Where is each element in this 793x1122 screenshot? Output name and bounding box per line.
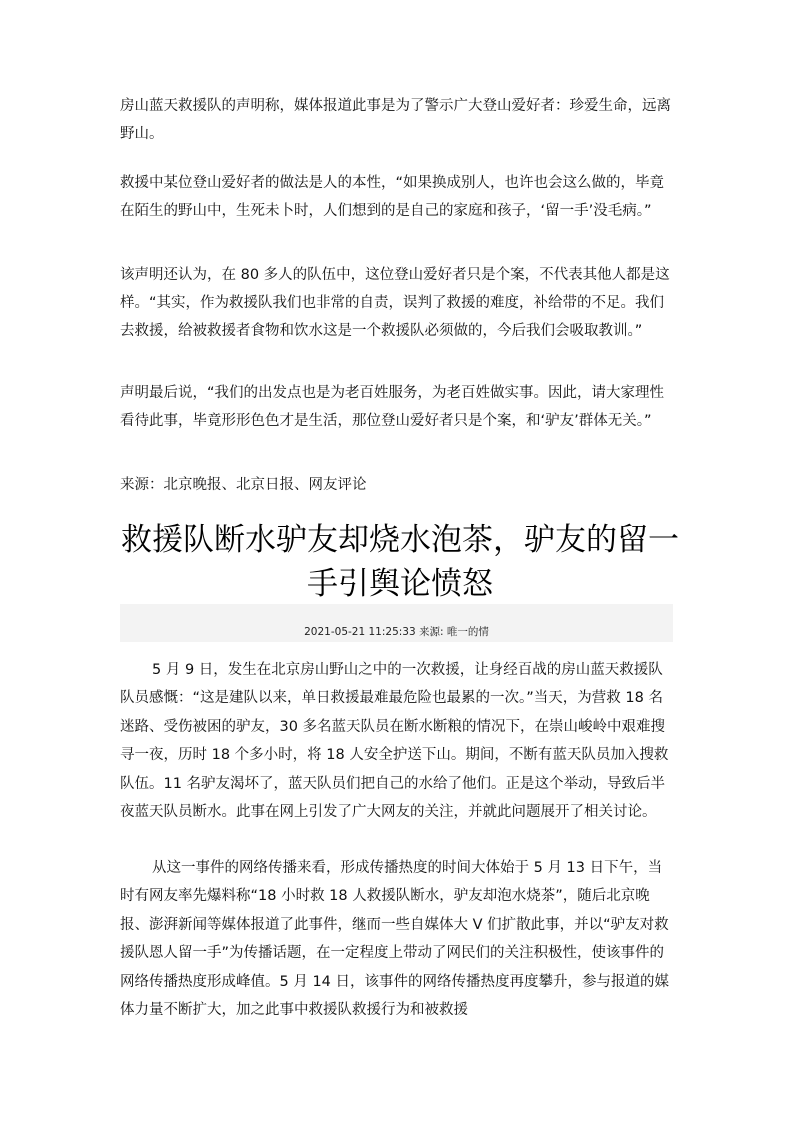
article-title: 救援队断水驴友却烧水泡茶，驴友的留一手引舆论愤怒	[121, 522, 679, 602]
article-paragraph-2: 从这一事件的网络传播来看，形成传播热度的时间大体始于 5 月 13 日下午，当时有网友率先爆料称“18 小时救 18 人救援队断水，驴友却泡水烧茶”，随后北京晚报、澎湃新闻等媒体报道了此事件，继而一些自媒体大 V 们扩散此事，并以“驴友对救援队恩人留一手”为传播话题，在一定程度上带动了网民们的关注积极性，使该事件的网络传播热度形成峰值。5 月 14 日，该事件的网络传播热度再度攀升，参与报道的媒体力量不断扩大，加之此事中救援队救援行为和被救援	[120, 860, 670, 1019]
intro-paragraph-2: 救援中某位登山爱好者的做法是人的本性，“如果换成别人，也许也会这么做的，毕竟在陌生的野山中，生死未卜时，人们想到的是自己的家庭和孩子，‘留一手’没毛病。”	[120, 175, 665, 219]
article-meta: 2021-05-21 11:25:33 来源: 唯一的情	[304, 626, 489, 638]
source-line: 来源：北京晚报、北京日报、网友评论	[120, 477, 367, 493]
article-paragraph-1: 5 月 9 日，发生在北京房山野山之中的一次救援，让身经百战的房山蓝天救援队队员感慨：“这是建队以来，单日救援最难最危险也最累的一次。”当天，为营救 18 名迷路、受伤被困的驴友，30 多名蓝天队员在断水断粮的情况下，在崇山峻岭中艰难搜寻一夜，历时 18 个多小时，将 18 人安全护送下山。期间，不断有蓝天队员加入搜救队伍。11 名驴友渴坏了，蓝天队员们把自己的水给了他们。正是这个举动，导致后半夜蓝天队员断水。此事在网上引发了广大网友的关注，并就此问题展开了相关讨论。	[120, 662, 669, 821]
intro-paragraph-1: 房山蓝天救援队的声明称，媒体报道此事是为了警示广大登山爱好者：珍爱生命，远离野山。	[120, 98, 671, 142]
intro-paragraph-4: 声明最后说，“我们的出发点也是为老百姓服务，为老百姓做实事。因此，请大家理性看待此事，毕竟形形色色才是生活，那位登山爱好者只是个案，和‘驴友’群体无关。”	[120, 385, 665, 429]
intro-paragraph-3: 该声明还认为，在 80 多人的队伍中，这位登山爱好者只是个案，不代表其他人都是这样。“其实，作为救援队我们也非常的自责，误判了救援的难度，补给带的不足。我们去救援，给被救援者食物和饮水这是一个救援队必须做的，今后我们会吸取教训。”	[120, 267, 670, 339]
article-meta-bar	[120, 604, 673, 642]
